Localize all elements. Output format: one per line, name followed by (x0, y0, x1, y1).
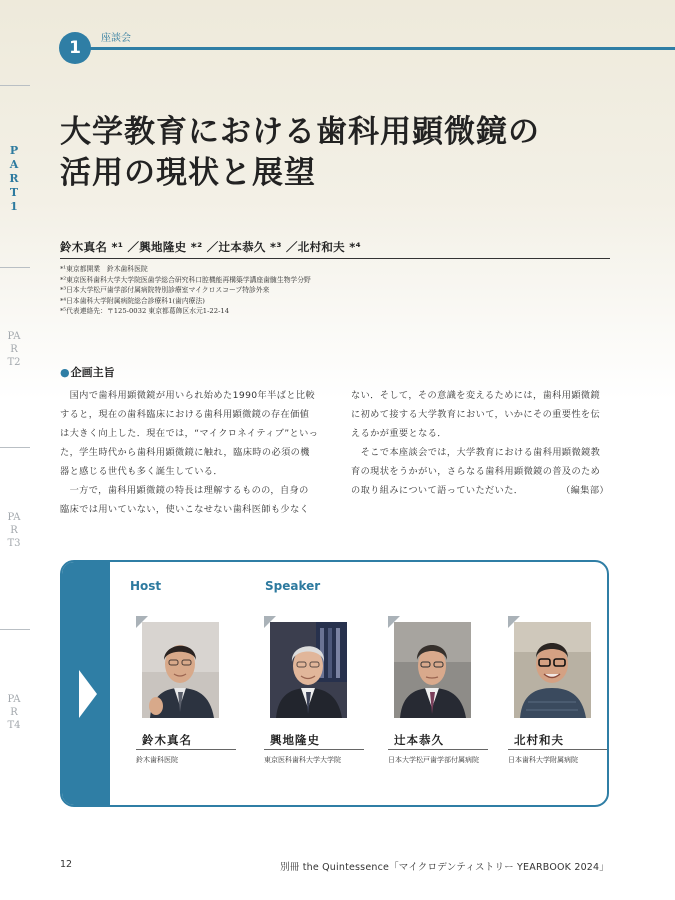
title-line-2: 活用の現状と展望 (60, 155, 316, 191)
sidebar-part-3[interactable]: PART3 (7, 512, 21, 549)
participant-card-speaker-3 (508, 616, 608, 776)
participant-card-host (136, 616, 236, 776)
bullet-dot-icon: ● (60, 366, 70, 379)
photo-frame (136, 616, 219, 718)
sidebar-divider (0, 267, 30, 268)
category-label: 座談会 (101, 33, 131, 44)
affiliation-list (60, 264, 311, 317)
body-column-right (351, 386, 613, 500)
body-line: た，学生時代から歯科用顕微鏡に触れ，臨床時の必須の機 (60, 447, 310, 458)
body-line: 器と感じる世代も多く誕生している． (60, 466, 223, 477)
participant-card-speaker-2 (388, 616, 488, 776)
portrait-photo (394, 622, 471, 718)
body-line: 臨床では用いていない，使いこなせない歯科医師も少なく (60, 504, 310, 515)
portrait-illustration (514, 622, 591, 718)
body-column-left (60, 386, 320, 519)
portrait-photo (514, 622, 591, 718)
sidebar-divider (0, 629, 30, 630)
sidebar-part-4[interactable]: PART4 (7, 694, 21, 731)
body-line: 育の現状をうかがい，さらなる歯科用顕微鏡の普及のため (351, 466, 601, 477)
author-list: 鈴木真名 *¹ ／興地隆史 *² ／辻本恭久 *³ ／北村和夫 *⁴ (60, 240, 361, 254)
body-line (351, 481, 613, 500)
plan-heading (60, 364, 115, 380)
sidebar-part-1[interactable]: PART1 (9, 144, 19, 213)
plan-heading-text: 企画主旨 (70, 366, 115, 379)
participant-rule (388, 749, 488, 750)
portrait-photo (270, 622, 347, 718)
page-number: 12 (60, 859, 73, 870)
title-line-1: 大学教育における歯科用顕微鏡の (60, 114, 540, 150)
article-title (60, 112, 640, 194)
participant-card-speaker-1 (264, 616, 364, 776)
participant-affiliation: 日本大学松戸歯学部付属病院 (388, 756, 479, 764)
body-line: すると，現在の歯科臨床における歯科用顕微鏡の存在価値 (60, 409, 310, 420)
body-line: ない．そして，その意識を変えるためには，歯科用顕微鏡 (351, 390, 601, 401)
portrait-illustration (270, 622, 347, 718)
arrow-right-icon (79, 670, 97, 718)
body-line-text: の取り組みについて語っていただいた． (351, 485, 524, 496)
body-line: 国内で歯科用顕微鏡が用いられ始めた1990年半ばと比較 (60, 390, 316, 401)
affiliation-3: *³日本大学松戸歯学部付属病院特別診療室マイクロスコープ特診外来 (60, 286, 270, 294)
sidebar-divider (0, 447, 30, 448)
participant-affiliation: 東京医科歯科大学大学院 (264, 756, 341, 764)
body-line: そこで本座談会では，大学教育における歯科用顕微鏡教 (351, 447, 601, 458)
portrait-illustration (142, 622, 219, 718)
participants-panel (60, 560, 609, 807)
host-label: Host (130, 579, 162, 593)
header-rule (90, 47, 675, 50)
sidebar-part-2[interactable]: PART2 (7, 331, 21, 368)
author-rule (60, 258, 610, 259)
speaker-label: Speaker (265, 579, 321, 593)
participant-name: 鈴木真名 (142, 733, 192, 747)
photo-frame (388, 616, 471, 718)
portrait-photo (142, 622, 219, 718)
portrait-illustration (394, 622, 471, 718)
editor-signature: （編集部） (561, 485, 609, 496)
participant-name: 北村和夫 (514, 733, 564, 747)
photo-frame (508, 616, 591, 718)
affiliation-1: *¹東京都開業 鈴木歯科医院 (60, 265, 148, 273)
affiliation-2: *²東京医科歯科大学大学院医歯学総合研究科口腔機能再構築学講座歯髄生物学分野 (60, 275, 311, 284)
publication-title: 別冊 the Quintessence「マイクロデンティストリー YEARBOOK 2024」 (280, 862, 609, 873)
affiliation-5: *⁵代表連絡先：〒125-0032 東京都葛飾区水元1-22-14 (60, 307, 230, 315)
affiliation-4: *⁴日本歯科大学附属病院総合診療科1(歯内療法) (60, 296, 205, 305)
body-line: に初めて接する大学教育において，いかにその重要性を伝 (351, 409, 601, 420)
body-line: 一方で，歯科用顕微鏡の特長は理解するものの，自身の (60, 485, 309, 496)
body-line: は大きく向上した．現在では，“マイクロネイティブ”といっ (60, 428, 319, 439)
participant-name: 辻本恭久 (394, 733, 444, 747)
participant-rule (136, 749, 236, 750)
participant-rule (508, 749, 608, 750)
section-number-badge: 1 (59, 32, 91, 64)
participant-rule (264, 749, 364, 750)
participant-affiliation: 日本歯科大学附属病院 (508, 756, 578, 764)
body-line: えるかが重要となる． (351, 428, 447, 439)
sidebar-divider (0, 85, 30, 86)
participant-affiliation: 鈴木歯科医院 (136, 756, 178, 764)
photo-frame (264, 616, 347, 718)
participant-name: 興地隆史 (270, 733, 320, 747)
